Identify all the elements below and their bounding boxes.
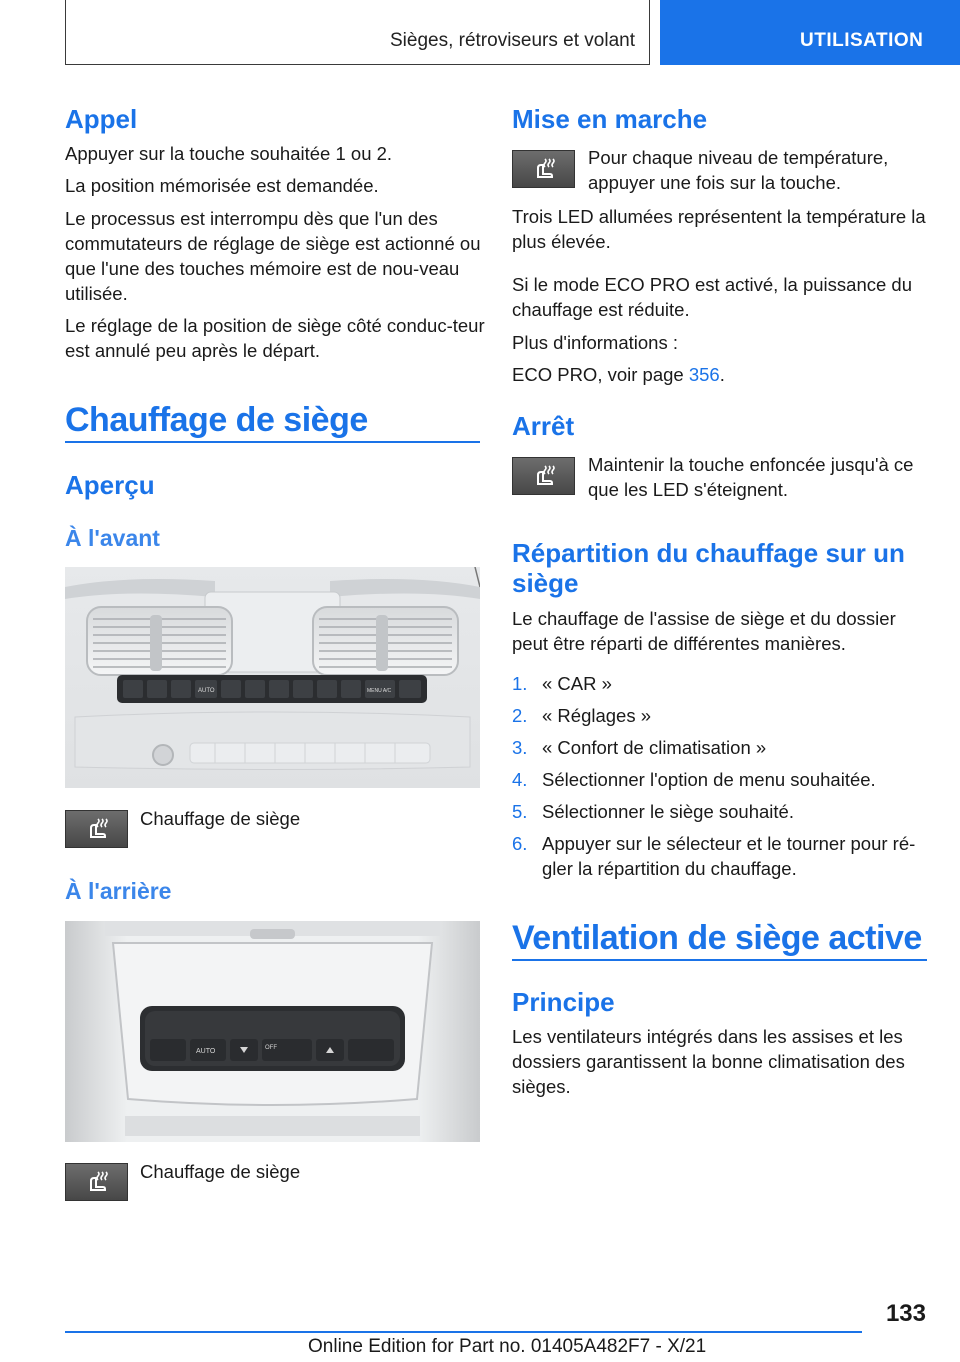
heading-rule — [512, 959, 927, 961]
rear-panel-auto: AUTO — [196, 1048, 216, 1055]
seat-heating-glyph — [531, 156, 557, 182]
list-item — [512, 735, 932, 760]
heading-rule — [65, 441, 480, 443]
heading-arret: Arrêt — [512, 411, 575, 441]
list-item — [512, 831, 932, 881]
step-number: 2. — [512, 705, 528, 726]
heading-chauffage: Chauffage de siège — [65, 401, 368, 439]
seat-heating-glyph — [84, 1169, 110, 1195]
step-number: 3. — [512, 737, 528, 758]
arriere-caption: Chauffage de siège — [140, 1161, 301, 1182]
marche-icon-text: Pour chaque niveau de température, appuyer une fois sur la touche. — [588, 147, 889, 193]
step-text: « Confort de climatisation » — [542, 737, 767, 758]
appel-p2: La position mémorisée est demandée. — [65, 175, 379, 196]
front-panel-menu: MENU A/C — [367, 688, 392, 694]
repartition-intro: Le chauffage de l'assise de siège et du dossier peut être réparti de différentes manières. — [512, 608, 896, 654]
chapter-label: UTILISATION — [800, 30, 924, 51]
seat-heating-glyph — [84, 816, 110, 842]
seat-heating-icon — [512, 150, 575, 188]
seat-heating-icon — [65, 1163, 128, 1201]
heading-arriere: À l'arrière — [65, 878, 172, 904]
heading-principe: Principe — [512, 987, 615, 1017]
appel-p1: Appuyer sur la touche souhaitée 1 ou 2. — [65, 143, 393, 164]
rear-console-photo — [65, 921, 480, 1142]
marche-p4-prefix: ECO PRO, voir page — [512, 364, 689, 385]
edition-text: Online Edition for Part no. 01405A482F7 - X/21 — [308, 1336, 707, 1357]
repartition-steps — [512, 671, 932, 888]
marche-p3: Plus d'informations : — [512, 332, 678, 353]
step-text: « CAR » — [542, 673, 612, 694]
heading-repartition: Répartition du chauffage sur un siège — [512, 538, 905, 598]
step-text: Sélectionner le siège souhaité. — [542, 801, 794, 822]
step-text: Sélectionner l'option de menu souhaitée. — [542, 769, 876, 790]
appel-p4: Le réglage de la position de siège côté conduc-teur est annulé peu après le départ. — [65, 315, 485, 361]
step-number: 6. — [512, 833, 528, 854]
step-number: 4. — [512, 769, 528, 790]
front-console-photo — [65, 567, 480, 788]
heading-avant: À l'avant — [65, 525, 160, 551]
step-text: « Réglages » — [542, 705, 652, 726]
front-console-illustration — [65, 567, 480, 788]
page-link-356[interactable]: 356 — [688, 364, 720, 385]
ventilation-text: Les ventilateurs intégrés dans les assises et les dossiers garantissent la bonne climatisation des sièges. — [512, 1026, 905, 1097]
step-number: 5. — [512, 801, 528, 822]
list-item — [512, 799, 932, 824]
front-panel-auto: AUTO — [198, 688, 215, 694]
step-text: Appuyer sur le sélecteur et le tourner pour ré-gler la répartition du chauffage. — [542, 833, 916, 879]
footer-rule — [65, 1331, 862, 1333]
marche-p4-suffix: . — [719, 364, 725, 385]
list-item — [512, 767, 932, 792]
rear-panel-off: OFF — [265, 1045, 277, 1051]
seat-heating-icon — [512, 457, 575, 495]
marche-p1: Trois LED allumées représentent la température la plus élevée. — [512, 206, 926, 252]
appel-p3: Le processus est interrompu dès que l'un des commutateurs de réglage de siège est actionné ou que l'une des touches mémoire est de nou-veau utilisée. — [65, 208, 481, 304]
heading-apercu: Aperçu — [65, 470, 155, 500]
list-item — [512, 671, 932, 696]
step-number: 1. — [512, 673, 528, 694]
avant-caption: Chauffage de siège — [140, 808, 301, 829]
heading-appel: Appel — [65, 104, 138, 134]
list-item — [512, 703, 932, 728]
seat-heating-glyph — [531, 463, 557, 489]
rear-console-illustration — [65, 921, 480, 1142]
heading-ventilation: Ventilation de siège active — [512, 919, 922, 957]
marche-p4 — [512, 362, 932, 387]
chapter-tab[interactable] — [660, 0, 960, 65]
section-title: Sièges, rétroviseurs et volant — [389, 30, 635, 51]
header-box — [65, 0, 650, 65]
arret-icon-text: Maintenir la touche enfoncée jusqu'à ce que les LED s'éteignent. — [588, 454, 914, 500]
page-number: 133 — [885, 1300, 926, 1327]
marche-p2: Si le mode ECO PRO est activé, la puissance du chauffage est réduite. — [512, 274, 912, 320]
seat-heating-icon — [65, 810, 128, 848]
heading-mise-en-marche: Mise en marche — [512, 104, 708, 134]
